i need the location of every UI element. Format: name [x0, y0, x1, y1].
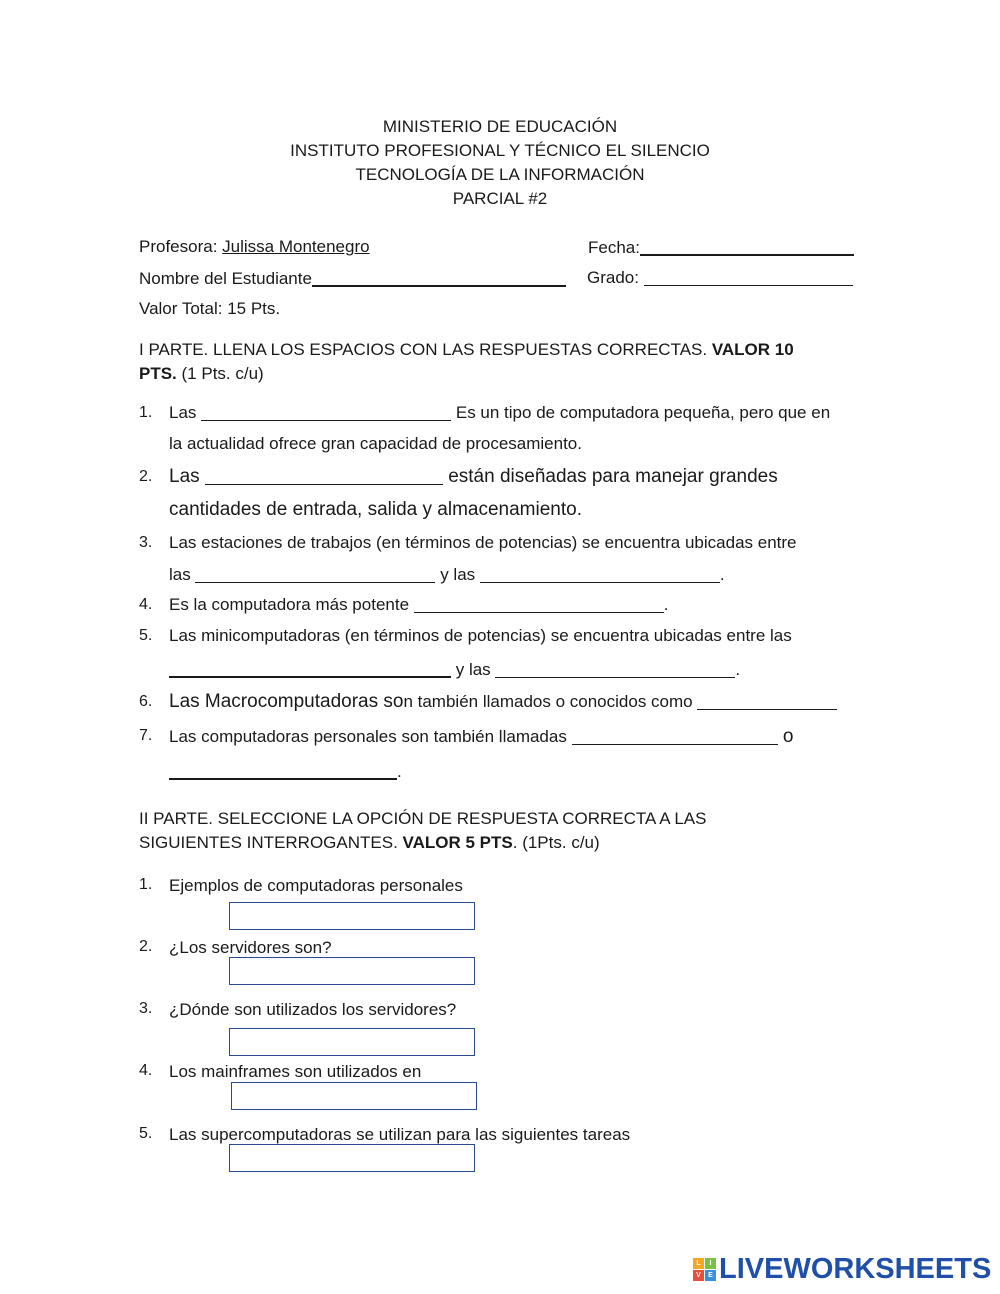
- teacher-line: [139, 237, 370, 257]
- q1-text: Ejemplos de computadoras personales: [169, 876, 463, 895]
- grade-blank[interactable]: [644, 268, 853, 286]
- q5-text: Las supercomputadoras se utilizan para las siguientes tareas: [169, 1125, 631, 1144]
- item3-text-d: .: [719, 565, 725, 584]
- part1-value-note: (1 Pts. c/u): [176, 364, 264, 383]
- item7-number: 7.: [139, 727, 153, 744]
- logo-icon-letter-l: L: [693, 1258, 704, 1269]
- item6-blank[interactable]: [697, 693, 837, 710]
- item1-line2: la actualidad ofrece gran capacidad de procesamiento.: [169, 434, 582, 453]
- item5-line2: [169, 659, 740, 680]
- q4-number: 4.: [139, 1062, 153, 1079]
- item2-line2: cantidades de entrada, salida y almacenamiento.: [169, 499, 582, 520]
- item3-line1: Las estaciones de trabajos (en términos de potencias) se encuentra ubicadas entre: [169, 533, 797, 552]
- item5-blank-2[interactable]: [495, 660, 735, 678]
- item1-line1: [169, 403, 830, 423]
- part1-title-line1: [139, 340, 794, 360]
- item2-text-b: están diseñadas para manejar grandes: [442, 466, 778, 487]
- item7-blank-1[interactable]: [572, 727, 778, 745]
- header-exam-title: PARCIAL #2: [452, 189, 548, 208]
- item5-line1: Las minicomputadoras (en términos de potencias) se encuentra ubicadas entre las: [169, 626, 792, 645]
- item6-text-a: Las Macrocomputadoras so: [169, 691, 404, 712]
- part2-title-line1: II PARTE. SELECCIONE LA OPCIÓN DE RESPUESTA CORRECTA A LAS: [139, 809, 707, 828]
- q4-text: Los mainframes son utilizados en: [169, 1062, 422, 1081]
- student-name-blank[interactable]: [312, 268, 566, 287]
- item2-text-a: Las: [169, 466, 205, 487]
- item3-blank-2[interactable]: [480, 565, 720, 583]
- part1-value-bold-2: PTS.: [139, 364, 177, 383]
- item7-line2: [169, 761, 402, 782]
- item1-number: 1.: [139, 404, 153, 421]
- item5-blank-1[interactable]: [169, 659, 451, 678]
- item3-text-b: las: [169, 565, 196, 584]
- item6-number: 6.: [139, 693, 153, 710]
- logo-icon-letter-e: E: [705, 1270, 716, 1281]
- item7-text-b: o: [777, 726, 794, 747]
- grade-label: Grado:: [587, 268, 644, 287]
- item1-text-a: Las: [169, 403, 202, 422]
- item3-number: 3.: [139, 534, 153, 551]
- q3-answer-field[interactable]: [229, 1028, 475, 1056]
- item7-blank-2[interactable]: [169, 761, 397, 780]
- item6-text-b: n también llamados o conocidos como: [403, 692, 698, 711]
- item5-text-b: y las: [451, 660, 496, 679]
- q1-number: 1.: [139, 876, 153, 893]
- item2-number: 2.: [139, 468, 153, 485]
- date-line: [588, 237, 854, 258]
- item3-text-c: y las: [435, 565, 480, 584]
- header-institute: INSTITUTO PROFESIONAL Y TÉCNICO EL SILENCIO: [290, 141, 710, 160]
- teacher-label: Profesora:: [139, 237, 223, 256]
- part2-title-line2: [139, 833, 600, 853]
- item5-text-c: .: [735, 660, 741, 679]
- student-label: Nombre del Estudiante: [139, 269, 312, 288]
- item3-line2: [169, 565, 725, 585]
- part1-title-line2: [139, 364, 264, 384]
- q2-number: 2.: [139, 938, 153, 955]
- logo-icon-letter-v: V: [693, 1270, 704, 1281]
- q3-number: 3.: [139, 1000, 153, 1017]
- item5-number: 5.: [139, 627, 153, 644]
- q1-answer-field[interactable]: [229, 902, 475, 930]
- item7-line1: [169, 726, 793, 748]
- item4-text-a: Es la computadora más potente: [169, 595, 414, 614]
- date-label: Fecha:: [588, 238, 640, 257]
- q2-text: ¿Los servidores son?: [169, 938, 332, 957]
- item4-line: [169, 595, 668, 615]
- item2-line1: [169, 465, 778, 488]
- item4-text-b: .: [663, 595, 669, 614]
- grade-line: [587, 268, 853, 288]
- item4-number: 4.: [139, 596, 153, 613]
- item7-text-c: .: [397, 762, 402, 781]
- header-ministry: MINISTERIO DE EDUCACIÓN: [382, 117, 618, 136]
- item6-line: [169, 691, 837, 713]
- logo-icon-letter-i: I: [705, 1258, 716, 1269]
- part2-value-note: . (1Pts. c/u): [512, 833, 600, 852]
- header-subject: TECNOLOGÍA DE LA INFORMACIÓN: [355, 165, 645, 184]
- q4-answer-field[interactable]: [231, 1082, 477, 1110]
- date-blank[interactable]: [640, 237, 854, 256]
- q5-number: 5.: [139, 1125, 153, 1142]
- item3-blank-1[interactable]: [195, 565, 435, 583]
- part2-title: SIGUIENTES INTERROGANTES.: [139, 833, 403, 852]
- q3-text: ¿Dónde son utilizados los servidores?: [169, 1000, 457, 1019]
- student-line: [139, 268, 566, 289]
- q2-answer-field[interactable]: [229, 957, 475, 985]
- q5-answer-field[interactable]: [229, 1144, 475, 1172]
- teacher-name: Julissa Montenegro: [222, 237, 370, 256]
- liveworksheets-logo-text: LIVEWORKSHEETS: [719, 1252, 992, 1285]
- item4-blank[interactable]: [414, 595, 664, 613]
- item1-text-b: Es un tipo de computadora pequeña, pero que en: [451, 403, 831, 422]
- total-value: Valor Total: 15 Pts.: [139, 299, 281, 318]
- item1-blank[interactable]: [201, 403, 451, 421]
- liveworksheets-logo-icon: [693, 1258, 716, 1281]
- part1-title: I PARTE. LLENA LOS ESPACIOS CON LAS RESPUESTAS CORRECTAS.: [139, 340, 712, 359]
- item7-text-a: Las computadoras personales son también llamadas: [169, 727, 572, 746]
- liveworksheets-logo[interactable]: [693, 1254, 991, 1284]
- part2-value-bold: VALOR 5 PTS: [402, 833, 513, 852]
- item2-blank[interactable]: [205, 465, 443, 485]
- part1-value-bold-1: VALOR 10: [711, 340, 794, 359]
